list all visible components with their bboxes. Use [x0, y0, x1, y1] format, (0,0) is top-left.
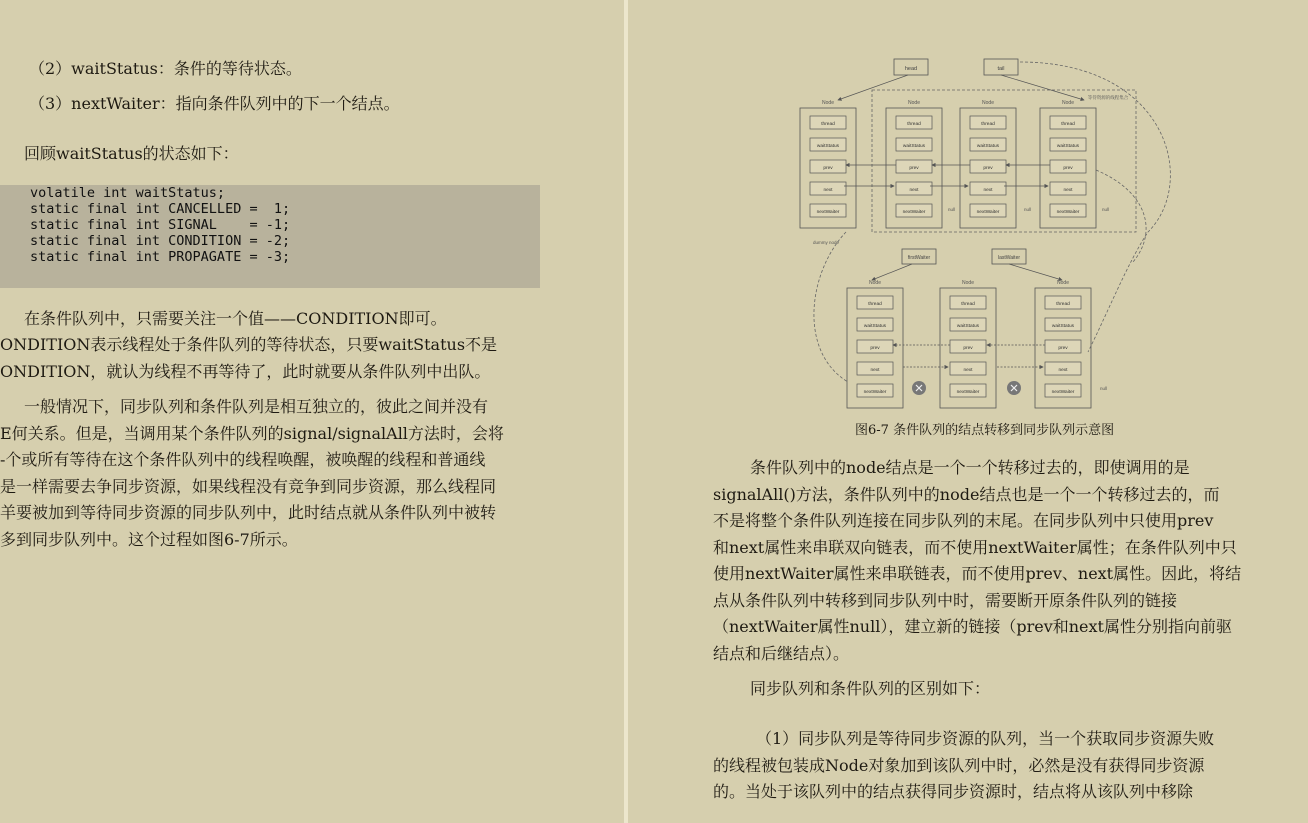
dummy-node-label: dummy node	[812, 240, 840, 245]
right-page	[628, 0, 1308, 823]
left-page	[0, 0, 624, 823]
svg-text:firstWaiter: firstWaiter	[907, 255, 931, 261]
svg-text:head: head	[904, 66, 918, 72]
code-line: volatile int waitStatus;	[30, 185, 226, 201]
node-field-label: thread	[907, 122, 921, 127]
tail-pointer	[984, 59, 1018, 75]
head-pointer	[894, 59, 928, 75]
condition-node	[940, 280, 996, 408]
node-field-label: thread	[1056, 302, 1070, 307]
node-field-label: waitStatus	[1056, 144, 1080, 149]
node-label: Node	[1062, 100, 1074, 106]
transfer-curve	[1020, 62, 1170, 352]
code-line: static final int CONDITION = -2;	[30, 233, 291, 249]
figure-caption: 图6-7 条件队列的结点转移到同步队列示意图	[855, 423, 1115, 438]
node-field-label: waitStatus	[956, 324, 980, 329]
code-line: static final int SIGNAL = -1;	[30, 217, 291, 233]
paragraph-line: 是一样需要去争同步资源，如果线程没有竞争到同步资源，那么线程同	[0, 477, 497, 496]
paragraph-line: signalAll()方法，条件队列中的node结点也是一个一个转移过去的，而	[713, 485, 1220, 504]
null-label: null	[1102, 207, 1110, 212]
paragraph-line: 点从条件队列中转移到同步队列中时，需要断开原条件队列的链接	[713, 591, 1178, 610]
node-field-label: nextWaiter	[902, 210, 926, 215]
null-label: null	[1024, 207, 1032, 212]
node-field-label: prev	[1063, 166, 1073, 171]
node-field-label: waitStatus	[1051, 324, 1075, 329]
node-field-label: prev	[983, 166, 993, 171]
paragraph-line: （1）同步队列是等待同步资源的队列，当一个获取同步资源失败	[756, 729, 1215, 748]
node-field-label: prev	[823, 166, 833, 171]
paragraph-line: 的。当处于该队列中的结点获得同步资源时，结点将从该队列中移除	[713, 782, 1194, 801]
node-field-label: thread	[961, 302, 975, 307]
node-field-label: next	[870, 368, 880, 373]
node-field-label: waitStatus	[902, 144, 926, 149]
paragraph-line: -个或所有等待在这个条件队列中的线程唤醒，被唤醒的线程和普通线	[0, 450, 486, 469]
node-field-label: next	[909, 188, 919, 193]
paragraph-line: 使用nextWaiter属性来串联链表，而不使用prev、next属性。因此，将结	[713, 564, 1242, 583]
paragraph-line: 和next属性来串联双向链表，而不使用nextWaiter属性；在条件队列中只	[713, 538, 1237, 557]
paragraph-line: 同步队列和条件队列的区别如下：	[750, 679, 991, 698]
node-label: Node	[908, 100, 920, 106]
transfer-curve	[814, 232, 848, 382]
paragraph-line: ONDITION表示线程处于条件队列的等待状态，只要waitStatus不是	[0, 335, 498, 354]
sync-node	[1040, 100, 1096, 228]
sync-node	[960, 100, 1016, 228]
node-label: Node	[962, 280, 974, 286]
node-label: Node	[1057, 280, 1069, 286]
null-label: null	[1100, 386, 1108, 391]
node-field-label: nextWaiter	[816, 210, 840, 215]
null-label: null	[948, 207, 956, 212]
paragraph-line: E何关系。但是，当调用某个条件队列的signal/signalAll方法时，会将	[0, 424, 504, 443]
node-field-label: next	[983, 188, 993, 193]
node-field-label: thread	[868, 302, 882, 307]
code-block	[0, 185, 540, 288]
paragraph-line: ONDITION，就认为线程不再等待了，此时就要从条件队列中出队。	[0, 362, 491, 381]
paragraph-line: 一般情况下，同步队列和条件队列是相互独立的，彼此之间并没有	[24, 397, 489, 416]
node-field-label: prev	[909, 166, 919, 171]
node-field-label: next	[1063, 188, 1073, 193]
condition-node	[847, 280, 903, 408]
paragraph-line: （nextWaiter属性null），建立新的链接（prev和next属性分别指向前驱	[713, 617, 1232, 636]
node-field-label: nextWaiter	[1056, 210, 1080, 215]
node-field-label: next	[1058, 368, 1068, 373]
svg-text:lastWaiter: lastWaiter	[997, 255, 1021, 261]
review-heading: 回顾waitStatus的状态如下：	[24, 144, 239, 163]
node-field-label: next	[823, 188, 833, 193]
node-field-label: nextWaiter	[976, 210, 1000, 215]
first-waiter-pointer	[902, 249, 936, 264]
paragraph-line: 不是将整个条件队列连接在同步队列的末尾。在同步队列中只使用prev	[713, 511, 1214, 530]
sync-node	[886, 100, 942, 228]
node-label: Node	[869, 280, 881, 286]
item-wait-status: （2）waitStatus：条件的等待状态。	[29, 59, 302, 78]
node-field-label: thread	[821, 122, 835, 127]
dummy-node	[800, 100, 856, 228]
node-field-label: waitStatus	[816, 144, 840, 149]
node-field-label: thread	[981, 122, 995, 127]
svg-text:tail: tail	[997, 66, 1005, 72]
paragraph-line: 结点和后继结点）。	[713, 644, 850, 663]
node-field-label: next	[963, 368, 973, 373]
queue-transfer-diagram	[788, 52, 1188, 412]
paragraph-line: 多到同步队列中。这个过程如图6-7所示。	[0, 530, 298, 549]
paragraph-line: 在条件队列中，只需要关注一个值——CONDITION即可。	[24, 309, 447, 328]
last-waiter-pointer	[992, 249, 1026, 264]
node-field-label: waitStatus	[863, 324, 887, 329]
node-field-label: prev	[1058, 346, 1068, 351]
node-field-label: nextWaiter	[863, 390, 887, 395]
node-field-label: thread	[1061, 122, 1075, 127]
node-field-label: nextWaiter	[1051, 390, 1075, 395]
node-field-label: prev	[963, 346, 973, 351]
sync-queue-label: 等待资源的线程集合	[1087, 95, 1129, 100]
code-line: static final int CANCELLED = 1;	[30, 201, 291, 217]
code-line: static final int PROPAGATE = -3;	[30, 249, 291, 265]
paragraph-line: 条件队列中的node结点是一个一个转移过去的，即使调用的是	[750, 458, 1190, 477]
paragraph-line: 的线程被包装成Node对象加到该队列中时，必然是没有获得同步资源	[713, 756, 1205, 775]
paragraph-line: 羊要被加到等待同步资源的同步队列中，此时结点就从条件队列中被转	[0, 503, 497, 522]
item-next-waiter: （3）nextWaiter：指向条件队列中的下一个结点。	[29, 94, 400, 113]
node-label: Node	[982, 100, 994, 106]
node-label: Node	[822, 100, 834, 106]
node-field-label: nextWaiter	[956, 390, 980, 395]
condition-node	[1035, 280, 1091, 408]
node-field-label: waitStatus	[976, 144, 1000, 149]
node-field-label: prev	[870, 346, 880, 351]
